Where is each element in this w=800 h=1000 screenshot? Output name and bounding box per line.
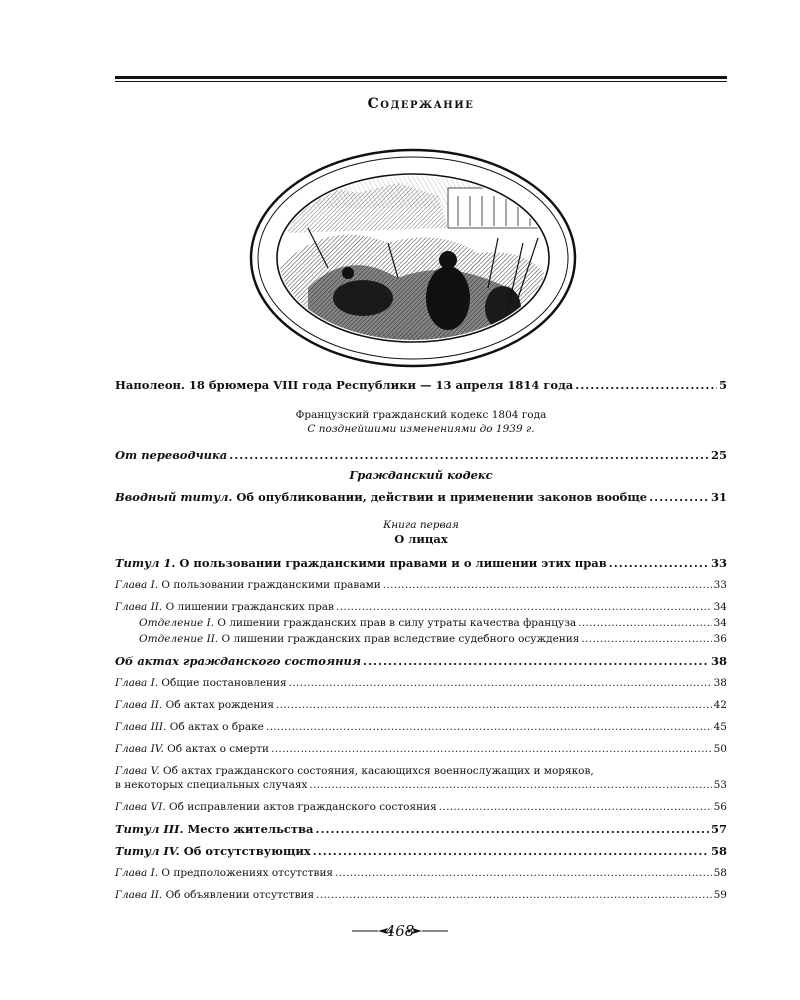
header-rule-thick	[115, 76, 727, 79]
toc-entry-prefix: Глава I.	[115, 677, 159, 689]
toc-entry-page: 56	[713, 801, 727, 813]
toc-entry-chapter-continued[interactable]	[115, 778, 727, 792]
toc-entry-label: в некоторых специальных случаях	[115, 779, 308, 791]
toc-entry-section[interactable]	[115, 616, 727, 630]
toc-entry-title-3[interactable]	[115, 822, 727, 836]
toc-entry-label: О пользовании гражданскими правами	[158, 579, 381, 591]
book-label: Книга первая	[383, 519, 459, 531]
toc-entry-prefix: Титул IV.	[115, 844, 180, 858]
toc-entry-page: 25	[710, 448, 727, 462]
toc-entry-chapter[interactable]	[115, 800, 727, 814]
leader-dots	[313, 844, 709, 858]
toc-entry-label: Об опубликовании, действии и применении законов вообще	[232, 490, 648, 504]
toc-entry-chapter-first-line[interactable]	[115, 764, 727, 778]
toc-entry-prefix: Глава V.	[115, 765, 160, 777]
leader-dots	[439, 800, 712, 814]
table-of-contents	[115, 378, 727, 902]
toc-entry-napoleon[interactable]	[115, 378, 727, 392]
toc-entry-chapter[interactable]	[115, 578, 727, 592]
page-number: 468	[385, 922, 415, 940]
toc-entry-page: 42	[713, 699, 727, 711]
leader-dots	[271, 742, 712, 756]
toc-entry-prefix: Глава II.	[115, 601, 163, 613]
leader-dots	[335, 866, 712, 880]
toc-entry-label: Наполеон. 18 брюмера VIII года Республики — 13 апреля 1814 года	[115, 378, 574, 392]
code-title: Французский гражданский кодекс 1804 года	[295, 409, 547, 421]
toc-entry-label: Место жительства	[183, 822, 314, 836]
toc-entry-chapter[interactable]	[115, 742, 727, 756]
oval-engraving-illustration	[248, 148, 578, 368]
toc-entry-prefix: Отделение II.	[139, 633, 219, 645]
toc-entry-prefix: Глава II.	[115, 699, 163, 711]
toc-entry-translator[interactable]	[115, 448, 727, 462]
header-rule-thin	[115, 81, 727, 82]
toc-entry-prefix: Глава III.	[115, 721, 167, 733]
toc-entry-label: О лишении гражданских прав вследствие судебного осуждения	[218, 633, 580, 645]
toc-entry-page: 33	[710, 556, 727, 570]
toc-entry-intro-title[interactable]	[115, 490, 727, 504]
toc-entry-section[interactable]	[115, 632, 727, 646]
page-footer	[300, 920, 500, 944]
toc-entry-prefix: Глава IV.	[115, 743, 164, 755]
leader-dots	[575, 378, 717, 392]
toc-entry-prefix: Титул III.	[115, 822, 184, 836]
toc-entry-prefix: Глава I.	[115, 579, 159, 591]
toc-entry-page: 34	[713, 617, 727, 629]
toc-entry-prefix: Глава VI.	[115, 801, 166, 813]
toc-entry-page: 58	[713, 867, 727, 879]
leader-dots	[229, 448, 709, 462]
toc-entry-label: Об актах гражданского состояния, касающихся военнослужащих и моряков,	[159, 765, 594, 777]
toc-entry-chapter[interactable]	[115, 866, 727, 880]
toc-entry-prefix: Глава II.	[115, 889, 163, 901]
toc-entry-prefix: Титул 1.	[115, 556, 176, 570]
toc-entry-chapter[interactable]	[115, 720, 727, 734]
toc-entry-chapter[interactable]	[115, 600, 727, 614]
toc-entry-title-2[interactable]	[115, 654, 727, 668]
leader-dots	[609, 556, 709, 570]
toc-entry-page: 50	[713, 743, 727, 755]
toc-entry-page: 58	[710, 844, 727, 858]
toc-entry-label: О лишении гражданских прав в силу утраты качества француза	[214, 617, 577, 629]
civil-code-heading: Гражданский кодекс	[349, 468, 493, 482]
toc-entry-prefix: Отделение I.	[139, 617, 215, 629]
toc-entry-chapter[interactable]	[115, 888, 727, 902]
leader-dots	[276, 698, 712, 712]
leader-dots	[309, 778, 711, 792]
leader-dots	[316, 888, 711, 902]
book-title: О лицах	[394, 532, 448, 546]
leader-dots	[315, 822, 709, 836]
toc-entry-page: 59	[713, 889, 727, 901]
toc-entry-page: 34	[713, 601, 727, 613]
toc-entry-label: Об актах о смерти	[163, 743, 270, 755]
toc-entry-page: 33	[713, 579, 727, 591]
toc-entry-label: Об актах рождения	[162, 699, 275, 711]
code-subtitle: С позднейшими изменениями до 1939 г.	[307, 423, 535, 435]
toc-entry-label: Об исправлении актов гражданского состояния	[165, 801, 437, 813]
leader-dots	[289, 676, 712, 690]
toc-entry-label: О лишении гражданских прав	[162, 601, 334, 613]
toc-entry-label: Об отсутствующих	[179, 844, 311, 858]
toc-entry-page: 57	[710, 822, 727, 836]
toc-entry-page: 53	[713, 779, 727, 791]
toc-entry-label: О предположениях отсутствия	[158, 867, 334, 879]
toc-entry-page: 45	[713, 721, 727, 733]
toc-entry-label: О пользовании гражданскими правами и о лишении этих прав	[175, 556, 607, 570]
leader-dots	[383, 578, 712, 592]
toc-entry-label: Об актах гражданского состояния	[115, 654, 362, 668]
toc-entry-chapter[interactable]	[115, 676, 727, 690]
toc-entry-page: 31	[710, 490, 727, 504]
toc-entry-title-4[interactable]	[115, 844, 727, 858]
page-heading: Содержание	[367, 96, 475, 112]
toc-entry-label: От переводчика	[115, 448, 228, 462]
toc-entry-page: 38	[713, 677, 727, 689]
toc-entry-chapter[interactable]	[115, 698, 727, 712]
leader-dots	[578, 616, 711, 630]
leader-dots	[649, 490, 709, 504]
toc-entry-page: 36	[713, 633, 727, 645]
leader-dots	[581, 632, 711, 646]
leader-dots	[266, 720, 712, 734]
toc-entry-page: 38	[710, 654, 727, 668]
toc-entry-page: 5	[718, 378, 727, 392]
leader-dots	[336, 600, 712, 614]
toc-entry-prefix: Глава I.	[115, 867, 159, 879]
leader-dots	[363, 654, 709, 668]
toc-entry-title-1[interactable]	[115, 556, 727, 570]
toc-entry-label: Общие постановления	[158, 677, 287, 689]
toc-entry-label: Об актах о браке	[166, 721, 264, 733]
toc-entry-label: Об объявлении отсутствия	[162, 889, 315, 901]
toc-entry-prefix: Вводный титул.	[115, 490, 233, 504]
